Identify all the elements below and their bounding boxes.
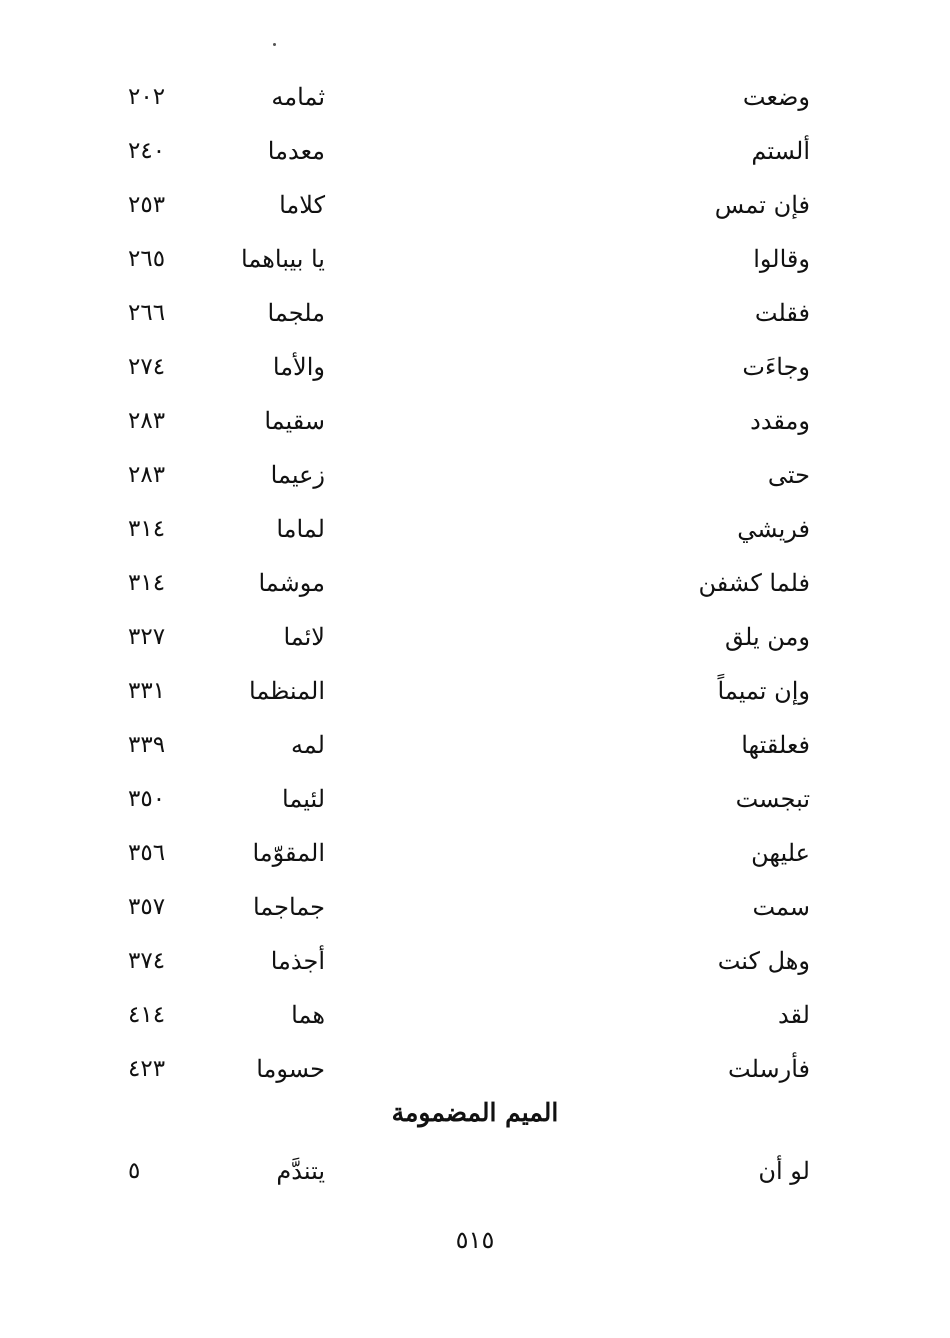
- first-words: وإن تميماً: [717, 677, 810, 705]
- index-row: [110, 826, 810, 880]
- printing-speck: [273, 43, 276, 46]
- index-row: [110, 232, 810, 286]
- index-row: [110, 880, 810, 934]
- index-row: [110, 1144, 810, 1198]
- first-words: ألستم: [751, 137, 810, 165]
- index-row: [110, 448, 810, 502]
- first-words: وجاءَت: [742, 353, 810, 381]
- first-words: فقلت: [754, 299, 810, 327]
- first-words: فأرسلت: [728, 1055, 810, 1083]
- rhyme-word: ثمامه: [271, 83, 325, 111]
- page-reference: ٢٤٠: [128, 138, 166, 164]
- index-row: [110, 556, 810, 610]
- page-reference: ٢٠٢: [128, 84, 166, 110]
- first-words: فريشي: [737, 515, 810, 543]
- rhyme-word: المنظما: [249, 677, 325, 705]
- rhyme-word: أجذما: [270, 947, 325, 975]
- rhyme-word: والأما: [272, 353, 325, 381]
- page-reference: ٢٨٣: [128, 462, 166, 488]
- index-row: [110, 772, 810, 826]
- page-reference: ٣٥٠: [128, 786, 166, 812]
- page-reference: ٣٥٦: [128, 840, 166, 866]
- rhyme-word: لمه: [290, 731, 325, 759]
- first-words: وهل كنت: [717, 947, 810, 975]
- index-row: [110, 502, 810, 556]
- first-words: حتى: [767, 461, 810, 489]
- first-words: فلما كشفن: [698, 569, 810, 597]
- page-reference: ٥: [128, 1158, 141, 1184]
- rhyme-index-list: [110, 70, 810, 1096]
- first-words: سمت: [752, 893, 810, 921]
- index-row: [110, 1042, 810, 1096]
- index-row: [110, 286, 810, 340]
- page-number: ٥١٥: [455, 1226, 495, 1254]
- index-row: [110, 394, 810, 448]
- rhyme-word: حسوما: [256, 1055, 325, 1083]
- index-row: [110, 934, 810, 988]
- section-heading: الميم المضمومة: [391, 1098, 559, 1127]
- rhyme-word: ملجما: [267, 299, 325, 327]
- page-reference: ٢٧٤: [128, 354, 166, 380]
- first-words: لو أن: [758, 1157, 810, 1185]
- index-row: [110, 988, 810, 1042]
- page-reference: ٢٦٦: [128, 300, 166, 326]
- index-row: [110, 610, 810, 664]
- page-reference: ٣١٤: [128, 516, 166, 542]
- page-reference: ٣٣١: [128, 678, 166, 704]
- index-row: [110, 664, 810, 718]
- rhyme-word: جماجما: [252, 893, 325, 921]
- section-index-list: [110, 1144, 810, 1198]
- rhyme-word: موشما: [258, 569, 325, 597]
- rhyme-word: لماما: [276, 515, 325, 543]
- page-reference: ٢٥٣: [128, 192, 166, 218]
- index-row: [110, 340, 810, 394]
- rhyme-word: لائما: [283, 623, 325, 651]
- page-reference: ٣١٤: [128, 570, 166, 596]
- index-row: [110, 70, 810, 124]
- first-words: وضعت: [742, 83, 810, 111]
- page-reference: ٣٣٩: [128, 732, 166, 758]
- index-row: [110, 178, 810, 232]
- rhyme-word: المقوّما: [252, 839, 325, 867]
- rhyme-word: معدما: [267, 137, 325, 165]
- first-words: فعلقتها: [741, 731, 810, 759]
- first-words: فإن تمس: [714, 191, 810, 219]
- page-reference: ٣٧٤: [128, 948, 166, 974]
- index-row: [110, 124, 810, 178]
- first-words: تبجست: [735, 785, 810, 813]
- first-words: لقد: [777, 1001, 810, 1029]
- first-words: ومن يلق: [725, 623, 810, 651]
- rhyme-word: يا بيباهما: [241, 245, 325, 273]
- page-reference: ٢٨٣: [128, 408, 166, 434]
- index-row: [110, 718, 810, 772]
- page-reference: ٢٦٥: [128, 246, 166, 272]
- page-reference: ٤٢٣: [128, 1056, 166, 1082]
- first-words: عليهن: [751, 839, 810, 867]
- first-words: وقالوا: [753, 245, 810, 273]
- rhyme-word: هما: [291, 1001, 325, 1029]
- rhyme-word: كلاما: [279, 191, 325, 219]
- rhyme-word: لئيما: [282, 785, 325, 813]
- page-reference: ٤١٤: [128, 1002, 166, 1028]
- page-reference: ٣٥٧: [128, 894, 166, 920]
- rhyme-word: يتندَّم: [276, 1157, 325, 1185]
- first-words: ومقدد: [750, 407, 810, 435]
- rhyme-word: زعيما: [270, 461, 325, 489]
- rhyme-word: سقيما: [264, 407, 325, 435]
- page-reference: ٣٢٧: [128, 624, 166, 650]
